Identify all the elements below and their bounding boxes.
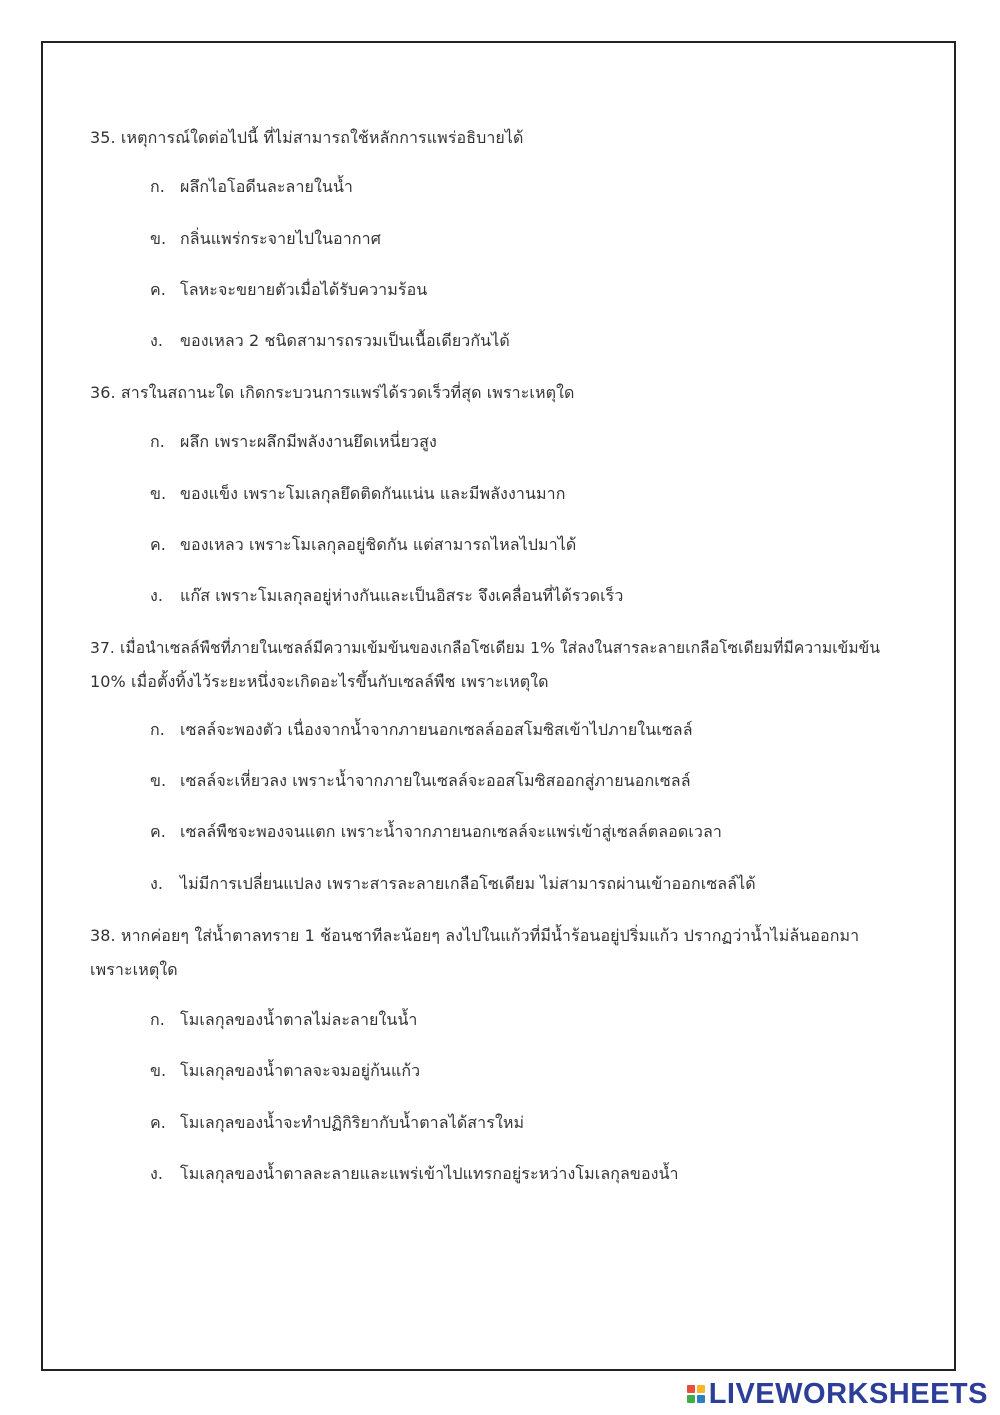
- choice-38-a[interactable]: [150, 1009, 418, 1031]
- choice-36-d[interactable]: [150, 585, 623, 607]
- choice-label: ง.: [150, 586, 164, 605]
- choice-text: โลหะจะขยายตัวเมื่อได้รับความร้อน: [180, 280, 428, 299]
- choice-35-a[interactable]: [150, 176, 353, 198]
- choice-35-d[interactable]: [150, 330, 510, 352]
- choice-label: ข.: [150, 771, 167, 790]
- choice-label: ข.: [150, 1061, 167, 1080]
- question-35-text: 35. เหตุการณ์ใดต่อไปนี้ ที่ไม่สามารถใช้หลักการแพร่อธิบายได้: [90, 128, 524, 147]
- choice-label: ข.: [150, 229, 167, 248]
- choice-37-b[interactable]: [150, 770, 691, 792]
- question-36-text: 36. สารในสถานะใด เกิดกระบวนการแพร่ได้รวดเร็วที่สุด เพราะเหตุใด: [90, 383, 575, 402]
- choice-37-a[interactable]: [150, 719, 693, 741]
- choice-text: กลิ่นแพร่กระจายไปในอากาศ: [180, 229, 381, 248]
- logo-text: LIVEWORKSHEETS: [708, 1378, 988, 1410]
- choice-text: ผลึกไอโอดีนละลายในน้ำ: [180, 177, 353, 196]
- choice-label: ก.: [150, 177, 165, 196]
- choice-text: เซลล์จะพองตัว เนื่องจากน้ำจากภายนอกเซลล์ออสโมซิสเข้าไปภายในเซลล์: [180, 720, 693, 739]
- choice-label: ก.: [150, 1010, 165, 1029]
- question-37-text-line-1: 37. เมื่อนำเซลล์พืชที่ภายในเซลล์มีความเข้มข้นของเกลือโซเดียม 1% ใส่ลงในสารละลายเกลือโซเดียมที่มีความเข้มข้น: [90, 639, 881, 657]
- choice-text: ผลึก เพราะผลึกมีพลังงานยึดเหนี่ยวสูง: [180, 432, 437, 451]
- logo-square: [687, 1385, 695, 1393]
- logo-square: [697, 1385, 705, 1393]
- liveworksheets-logo[interactable]: [687, 1379, 988, 1409]
- choice-38-d[interactable]: [150, 1163, 679, 1185]
- choice-text: ไม่มีการเปลี่ยนแปลง เพราะสารละลายเกลือโซเดียม ไม่สามารถผ่านเข้าออกเซลล์ได้: [180, 874, 756, 893]
- choice-38-c[interactable]: [150, 1112, 524, 1134]
- choice-text: เซลล์พืชจะพองจนแตก เพราะน้ำจากภายนอกเซลล์จะแพร่เข้าสู่เซลล์ตลอดเวลา: [180, 822, 722, 841]
- choice-label: ค.: [150, 822, 166, 841]
- question-38-text-line-1: 38. หากค่อยๆ ใส่น้ำตาลทราย 1 ช้อนชาทีละน้อยๆ ลงไปในแก้วที่มีน้ำร้อนอยู่ปริ่มแก้ว ปรากฏว่าน้ำไม่ล้นออกมา: [90, 926, 860, 945]
- choice-label: ค.: [150, 280, 166, 299]
- choice-37-d[interactable]: [150, 873, 756, 895]
- choice-35-b[interactable]: [150, 228, 381, 250]
- choice-37-c[interactable]: [150, 821, 722, 843]
- choice-text: เซลล์จะเหี่ยวลง เพราะน้ำจากภายในเซลล์จะออสโมซิสออกสู่ภายนอกเซลล์: [180, 771, 691, 790]
- choice-label: ง.: [150, 874, 164, 893]
- choice-label: ค.: [150, 1113, 166, 1132]
- choice-label: ก.: [150, 432, 165, 451]
- question-37-text-line-2: 10% เมื่อตั้งทิ้งไว้ระยะหนึ่งจะเกิดอะไรขึ้นกับเซลล์พืช เพราะเหตุใด: [90, 672, 549, 691]
- choice-text: ของเหลว 2 ชนิดสามารถรวมเป็นเนื้อเดียวกันได้: [180, 331, 510, 350]
- choice-35-c[interactable]: [150, 279, 427, 301]
- choice-text: ของแข็ง เพราะโมเลกุลยึดติดกันแน่น และมีพลังงานมาก: [180, 484, 566, 503]
- choice-38-b[interactable]: [150, 1060, 420, 1082]
- logo-square: [697, 1395, 705, 1403]
- logo-squares-icon: [687, 1385, 705, 1403]
- choice-label: ก.: [150, 720, 165, 739]
- choice-label: ง.: [150, 1164, 164, 1183]
- choice-text: โมเลกุลของน้ำตาลไม่ละลายในน้ำ: [180, 1010, 418, 1029]
- choice-text: โมเลกุลของน้ำตาลละลายและแพร่เข้าไปแทรกอยู่ระหว่างโมเลกุลของน้ำ: [180, 1164, 679, 1183]
- choice-text: แก๊ส เพราะโมเลกุลอยู่ห่างกันและเป็นอิสระ จึงเคลื่อนที่ได้รวดเร็ว: [180, 586, 624, 605]
- choice-36-c[interactable]: [150, 534, 576, 556]
- logo-square: [687, 1395, 695, 1403]
- choice-36-b[interactable]: [150, 483, 566, 505]
- choice-text: โมเลกุลของน้ำตาลจะจมอยู่ก้นแก้ว: [180, 1061, 421, 1080]
- choice-text: โมเลกุลของน้ำจะทำปฏิกิริยากับน้ำตาลได้สารใหม่: [180, 1113, 525, 1132]
- choice-label: ง.: [150, 331, 164, 350]
- question-38-text-line-2: เพราะเหตุใด: [90, 960, 178, 979]
- choice-36-a[interactable]: [150, 431, 437, 453]
- choice-label: ค.: [150, 535, 166, 554]
- choice-text: ของเหลว เพราะโมเลกุลอยู่ชิดกัน แต่สามารถไหลไปมาได้: [180, 535, 577, 554]
- choice-label: ข.: [150, 484, 167, 503]
